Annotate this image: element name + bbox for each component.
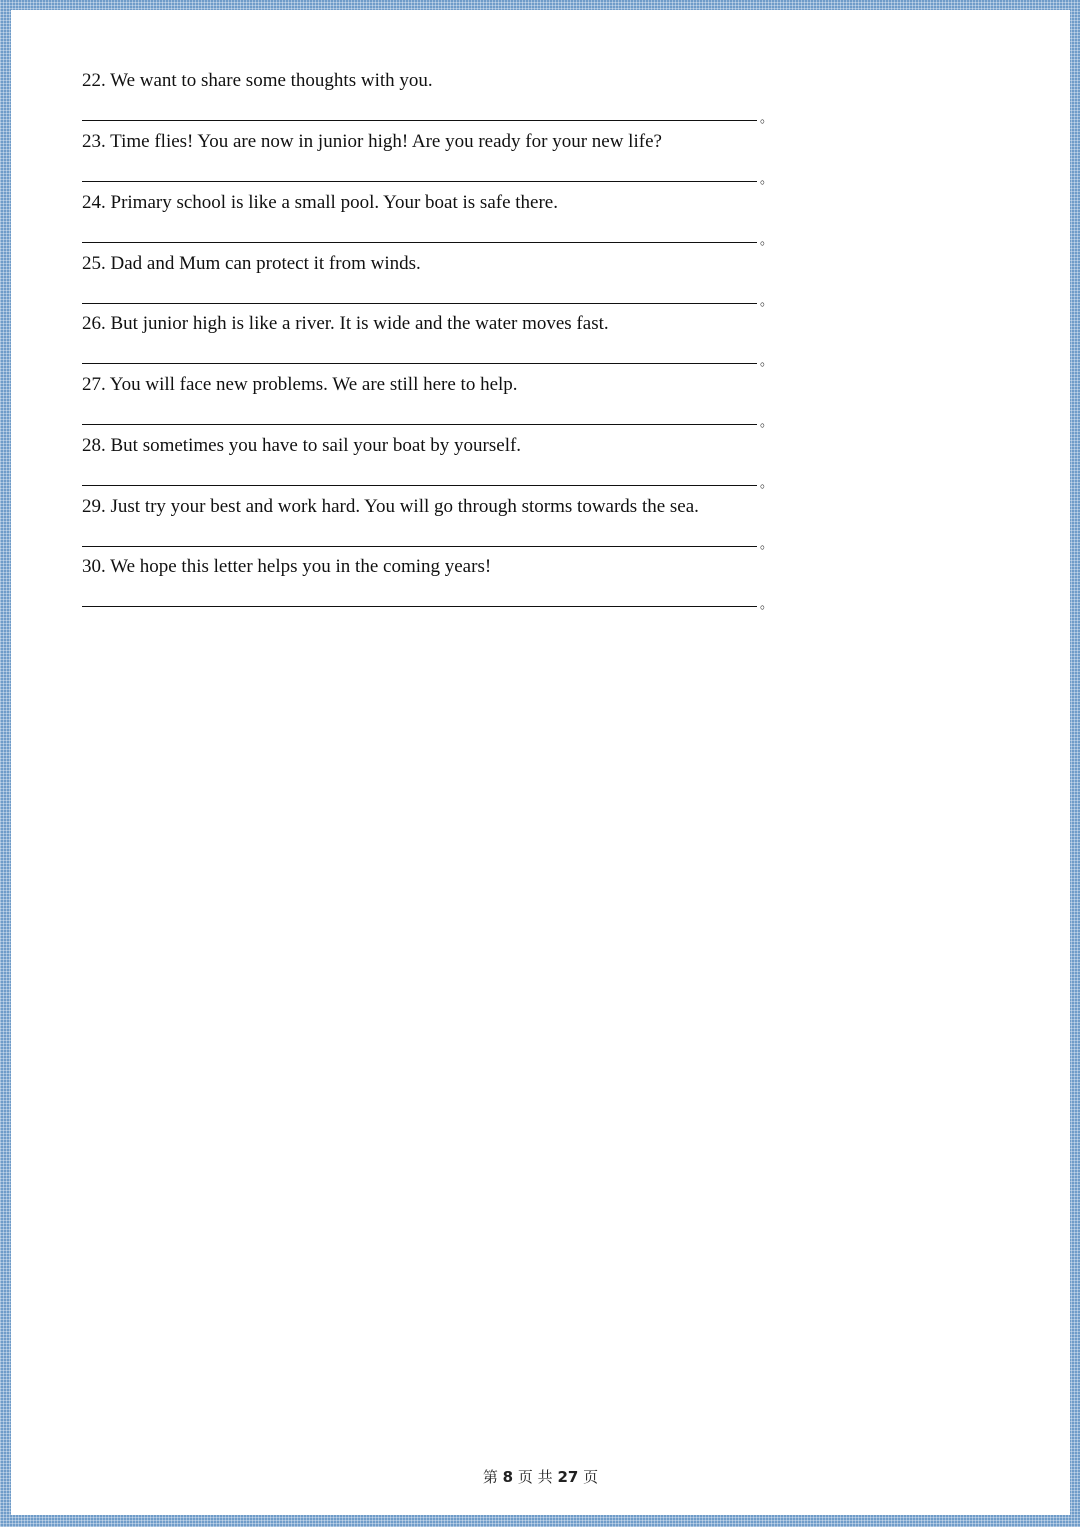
question-24	[82, 191, 802, 252]
footer-suffix: 页	[583, 1468, 599, 1486]
footer-middle: 页 共	[517, 1468, 553, 1486]
document-page	[11, 10, 1070, 1515]
question-text: 28. But sometimes you have to sail your boat by yourself.	[82, 435, 522, 456]
question-29	[82, 495, 802, 556]
question-text: 29. Just try your best and work hard. You will go through storms towards the sea.	[82, 496, 699, 517]
answer-end-mark: 。	[760, 596, 774, 611]
question-30	[82, 555, 802, 616]
answer-line[interactable]	[82, 424, 757, 425]
answer-line[interactable]	[82, 606, 757, 607]
answer-end-mark: 。	[760, 110, 774, 125]
question-22	[82, 69, 802, 130]
answer-line[interactable]	[82, 363, 757, 364]
answer-line[interactable]	[82, 485, 757, 486]
question-26	[82, 312, 802, 373]
question-23	[82, 130, 802, 191]
question-text: 27. You will face new problems. We are still here to help.	[82, 374, 518, 395]
question-text: 23. Time flies! You are now in junior high! Are you ready for your new life?	[82, 131, 662, 152]
answer-end-mark: 。	[760, 475, 774, 490]
question-text: 22. We want to share some thoughts with you.	[82, 70, 433, 91]
current-page-number: 8	[502, 1468, 514, 1486]
answer-line[interactable]	[82, 303, 757, 304]
answer-line[interactable]	[82, 120, 757, 121]
answer-end-mark: 。	[760, 232, 774, 247]
answer-end-mark: 。	[760, 293, 774, 308]
question-text: 24. Primary school is like a small pool. Your boat is safe there.	[82, 192, 558, 213]
question-text: 25. Dad and Mum can protect it from winds.	[82, 253, 421, 274]
question-text: 26. But junior high is like a river. It is wide and the water moves fast.	[82, 313, 609, 334]
answer-line[interactable]	[82, 546, 757, 547]
answer-end-mark: 。	[760, 536, 774, 551]
question-27	[82, 373, 802, 434]
answer-end-mark: 。	[760, 353, 774, 368]
question-25	[82, 252, 802, 313]
total-pages-number: 27	[557, 1468, 579, 1486]
page-number-footer	[11, 1466, 1070, 1487]
answer-end-mark: 。	[760, 414, 774, 429]
question-28	[82, 434, 802, 495]
footer-prefix: 第	[482, 1468, 498, 1486]
answer-line[interactable]	[82, 181, 757, 182]
question-text: 30. We hope this letter helps you in the coming years!	[82, 556, 492, 577]
answer-end-mark: 。	[760, 171, 774, 186]
answer-line[interactable]	[82, 242, 757, 243]
